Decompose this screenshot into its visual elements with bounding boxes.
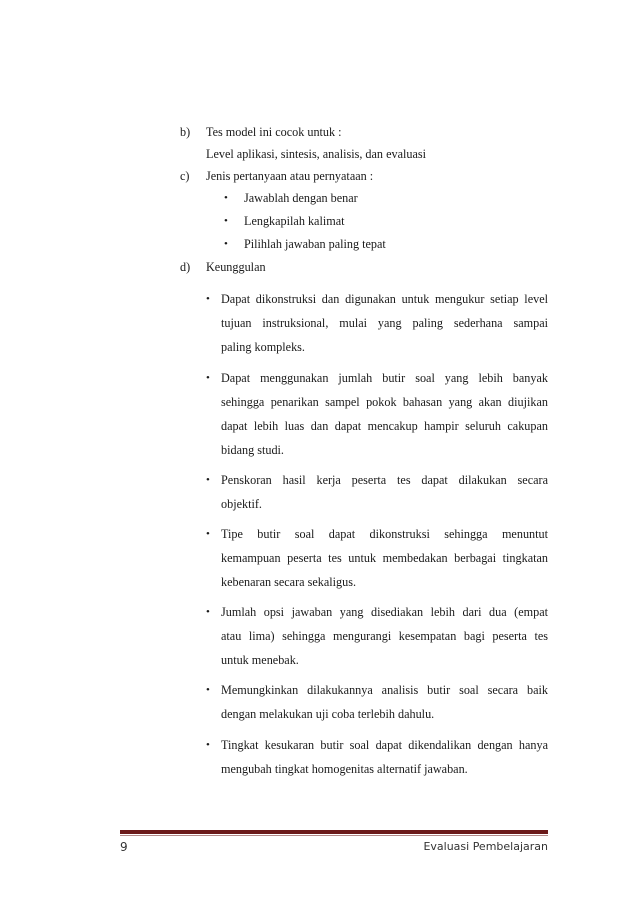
bullet-icon: • — [206, 528, 210, 540]
section-c-item: Lengkapilah kalimat — [244, 214, 345, 228]
advantage-line: Jumlah opsi jawaban yang disediakan lebih dari dua (empat — [221, 605, 548, 619]
advantage-line: Penskoran hasil kerja peserta tes dapat dilakukan secara — [221, 473, 548, 487]
advantage-line: bidang studi. — [221, 443, 284, 457]
advantage-line: kemampuan peserta tes untuk membedakan berbagai tingkatan — [221, 551, 548, 565]
bullet-icon: • — [224, 238, 228, 250]
bullet-icon: • — [206, 474, 210, 486]
section-c-item: Jawablah dengan benar — [244, 191, 358, 205]
bullet-icon: • — [206, 372, 210, 384]
advantage-line: kebenaran secara sekaligus. — [221, 575, 357, 589]
section-b-heading: Tes model ini cocok untuk : — [206, 125, 342, 139]
advantage-line: mengubah tingkat homogenitas alternatif jawaban. — [221, 762, 468, 776]
footer-rule — [120, 830, 548, 834]
section-d-heading: Keunggulan — [206, 260, 266, 274]
bullet-icon: • — [206, 739, 210, 751]
footer-title: Evaluasi Pembelajaran — [423, 840, 548, 853]
advantage-line: objektif. — [221, 497, 262, 511]
advantage-line: sehingga penarikan sampel pokok bahasan yang akan diujikan — [221, 395, 548, 409]
section-b-marker: b) — [180, 125, 191, 139]
section-b-text: Level aplikasi, sintesis, analisis, dan evaluasi — [206, 147, 426, 161]
advantage-line: dapat lebih luas dan dapat mencakup hampir seluruh cakupan — [221, 419, 548, 433]
section-c-item: Pilihlah jawaban paling tepat — [244, 237, 386, 251]
bullet-icon: • — [224, 215, 228, 227]
bullet-icon: • — [206, 293, 210, 305]
advantage-line: Dapat menggunakan jumlah butir soal yang lebih banyak — [221, 371, 548, 385]
advantage-line: dengan melakukan uji coba terlebih dahulu. — [221, 707, 435, 721]
advantage-line: untuk menebak. — [221, 653, 299, 667]
section-c-heading: Jenis pertanyaan atau pernyataan : — [206, 169, 374, 183]
page-number: 9 — [120, 840, 128, 854]
bullet-icon: • — [206, 606, 210, 618]
advantage-line: Tipe butir soal dapat dikonstruksi sehingga menuntut — [221, 527, 548, 541]
advantage-line: Tingkat kesukaran butir soal dapat dikendalikan dengan hanya — [221, 738, 548, 752]
advantage-line: atau lima) sehingga mengurangi kesempatan bagi peserta tes — [221, 629, 548, 643]
bullet-icon: • — [224, 192, 228, 204]
advantage-line: Dapat dikonstruksi dan digunakan untuk mengukur setiap level — [221, 292, 548, 306]
footer-rule-thin — [120, 835, 548, 836]
advantage-line: tujuan instruksional, mulai yang paling sederhana sampai — [221, 316, 548, 330]
advantage-line: paling kompleks. — [221, 340, 305, 354]
bullet-icon: • — [206, 684, 210, 696]
section-c-marker: c) — [180, 169, 190, 183]
section-d-marker: d) — [180, 260, 191, 274]
advantage-line: Memungkinkan dilakukannya analisis butir soal secara baik — [221, 683, 548, 697]
